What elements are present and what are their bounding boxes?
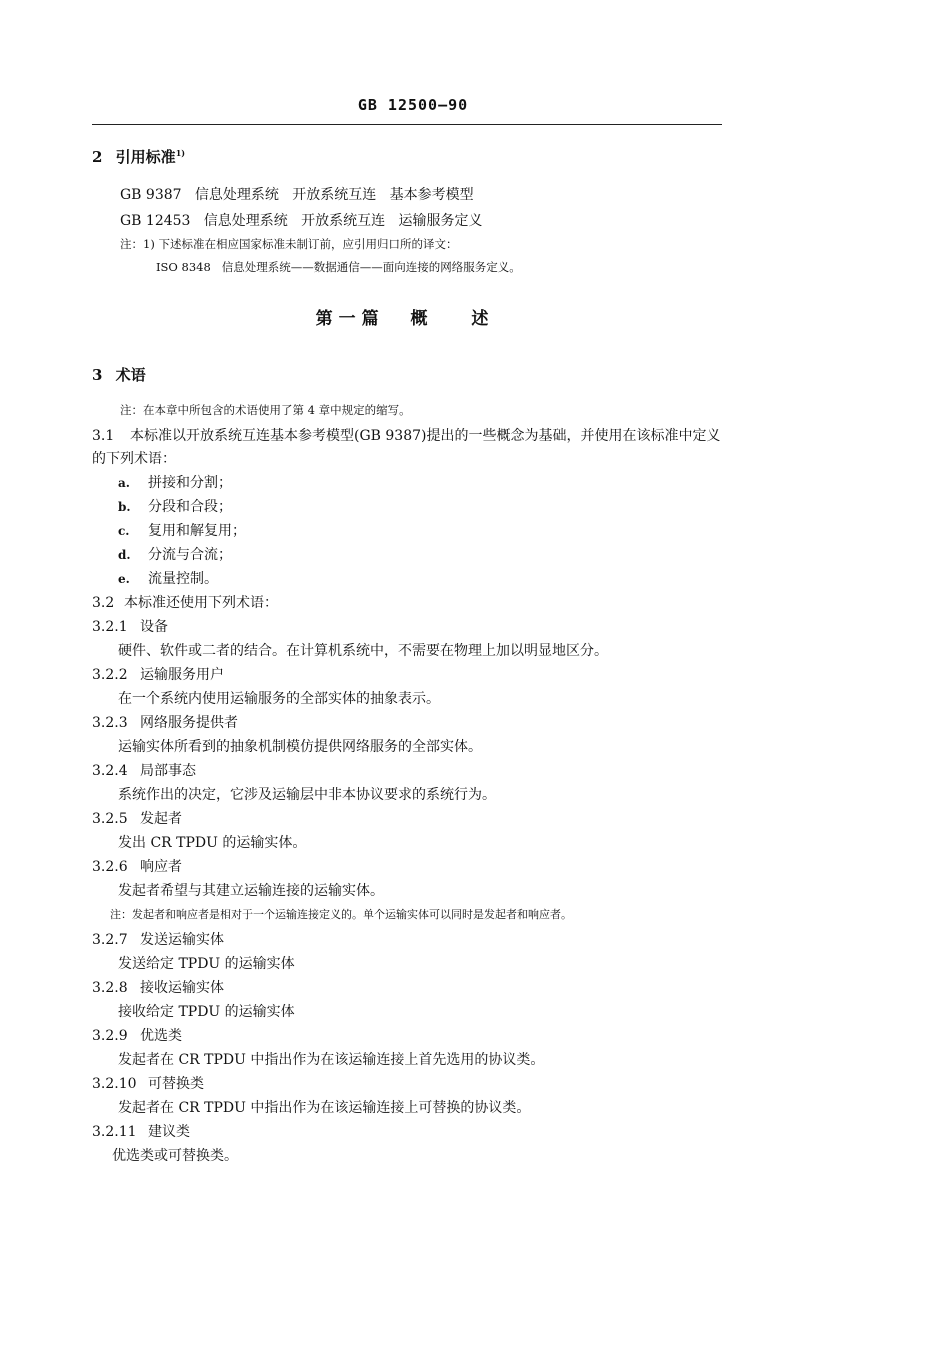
- clause-3-1: [92, 425, 720, 445]
- list-item-a: [118, 472, 232, 492]
- section-2-heading: [92, 146, 185, 167]
- part-title-char-1: 概: [410, 309, 434, 329]
- section-2-footnote-marker: 1): [175, 148, 186, 158]
- list-text-d: 分流与合流；: [148, 547, 232, 563]
- term-number: 3.2.10: [92, 1076, 137, 1092]
- term-3-2-6-note: 注：发起者和响应者是相对于一个运输连接定义的。单个运输实体可以同时是发起者和响应者。: [110, 908, 572, 921]
- term-3-2-10: [92, 1073, 204, 1093]
- list-text-b: 分段和合段；: [148, 499, 232, 515]
- term-name: 局部事态: [140, 763, 196, 779]
- list-item-c: [118, 520, 246, 540]
- term-3-2-5-definition: 发出 CR TPDU 的运输实体。: [118, 835, 307, 851]
- term-3-2-1: [92, 616, 168, 636]
- list-text-c: 复用和解复用；: [148, 523, 246, 539]
- part-title: [0, 304, 810, 329]
- list-letter-a: a.: [118, 476, 130, 490]
- header-rule: [92, 124, 722, 125]
- term-name: 设备: [140, 619, 168, 635]
- term-3-2-2: [92, 664, 224, 684]
- term-name: 发起者: [140, 811, 182, 827]
- term-3-2-8-definition: 接收给定 TPDU 的运输实体: [118, 1004, 295, 1020]
- term-name: 接收运输实体: [140, 980, 224, 996]
- list-item-e: [118, 568, 218, 588]
- term-3-2-6-definition: 发起者希望与其建立运输连接的运输实体。: [118, 883, 384, 899]
- term-name: 运输服务用户: [140, 667, 224, 683]
- section-3-heading: [92, 364, 146, 385]
- term-3-2-4-definition: 系统作出的决定，它涉及运输层中非本协议要求的系统行为。: [118, 787, 496, 803]
- section-3-note: 注：在本章中所包含的术语使用了第 4 章中规定的缩写。: [120, 403, 411, 417]
- term-number: 3.2.11: [92, 1124, 137, 1140]
- clause-3-2-text: 本标准还使用下列术语：: [124, 595, 278, 611]
- term-name: 建议类: [148, 1124, 190, 1140]
- term-3-2-7-definition: 发送给定 TPDU 的运输实体: [118, 956, 295, 972]
- term-3-2-1-definition: 硬件、软件或二者的结合。在计算机系统中，不需要在物理上加以明显地区分。: [118, 643, 608, 659]
- list-letter-c: c.: [118, 524, 130, 538]
- list-text-a: 拼接和分割；: [148, 475, 232, 491]
- term-name: 网络服务提供者: [140, 715, 238, 731]
- term-3-2-9: [92, 1025, 182, 1045]
- term-name: 发送运输实体: [140, 932, 224, 948]
- term-3-2-4: [92, 760, 196, 780]
- term-number: 3.2.4: [92, 763, 128, 779]
- term-3-2-6: [92, 856, 182, 876]
- term-3-2-9-definition: 发起者在 CR TPDU 中指出作为在该运输连接上首先选用的协议类。: [118, 1052, 545, 1068]
- standard-code-header: GB 12500—90: [357, 96, 469, 114]
- list-text-e: 流量控制。: [148, 571, 218, 587]
- part-title-char-2: 述: [471, 309, 495, 329]
- part-title-number: 第一篇: [315, 309, 385, 329]
- list-item-d: [118, 544, 232, 564]
- list-letter-d: d.: [118, 548, 131, 562]
- section-2-note: 注：1) 下述标准在相应国家标准未制订前，应引用归口所的译文：: [120, 237, 458, 251]
- clause-3-1-number: 3.1: [92, 428, 115, 444]
- clause-3-1-text: 本标准以开放系统互连基本参考模型(GB 9387)提出的一些概念为基础，并使用在该标准中定义: [130, 428, 721, 444]
- term-3-2-5: [92, 808, 182, 828]
- term-3-2-10-definition: 发起者在 CR TPDU 中指出作为在该运输连接上可替换的协议类。: [118, 1100, 531, 1116]
- reference-gb12453: GB 12453 信息处理系统 开放系统互连 运输服务定义: [120, 213, 483, 229]
- list-letter-b: b.: [118, 500, 131, 514]
- term-number: 3.2.5: [92, 811, 128, 827]
- term-3-2-11-definition: 优选类或可替换类。: [112, 1148, 238, 1164]
- section-2-number: 2: [92, 148, 103, 166]
- term-number: 3.2.8: [92, 980, 128, 996]
- term-name: 优选类: [140, 1028, 182, 1044]
- term-3-2-2-definition: 在一个系统内使用运输服务的全部实体的抽象表示。: [118, 691, 440, 707]
- clause-3-2: [92, 592, 278, 612]
- term-name: 可替换类: [148, 1076, 204, 1092]
- section-3-number: 3: [92, 366, 103, 384]
- list-item-b: [118, 496, 232, 516]
- section-2-title: 引用标准: [115, 148, 176, 166]
- section-2-note-iso8348: ISO 8348 信息处理系统——数据通信——面向连接的网络服务定义。: [156, 260, 521, 274]
- term-3-2-11: [92, 1121, 190, 1141]
- term-number: 3.2.2: [92, 667, 128, 683]
- term-number: 3.2.1: [92, 619, 128, 635]
- reference-gb9387: GB 9387 信息处理系统 开放系统互连 基本参考模型: [120, 187, 474, 203]
- list-letter-e: e.: [118, 572, 130, 586]
- term-number: 3.2.6: [92, 859, 128, 875]
- term-number: 3.2.7: [92, 932, 128, 948]
- term-number: 3.2.9: [92, 1028, 128, 1044]
- term-3-2-3-definition: 运输实体所看到的抽象机制模仿提供网络服务的全部实体。: [118, 739, 482, 755]
- term-3-2-3: [92, 712, 238, 732]
- term-3-2-8: [92, 977, 224, 997]
- clause-3-1-continuation: 的下列术语：: [92, 451, 176, 467]
- term-3-2-7: [92, 929, 224, 949]
- term-name: 响应者: [140, 859, 182, 875]
- section-3-title: 术语: [115, 366, 146, 384]
- clause-3-2-number: 3.2: [92, 595, 115, 611]
- term-number: 3.2.3: [92, 715, 128, 731]
